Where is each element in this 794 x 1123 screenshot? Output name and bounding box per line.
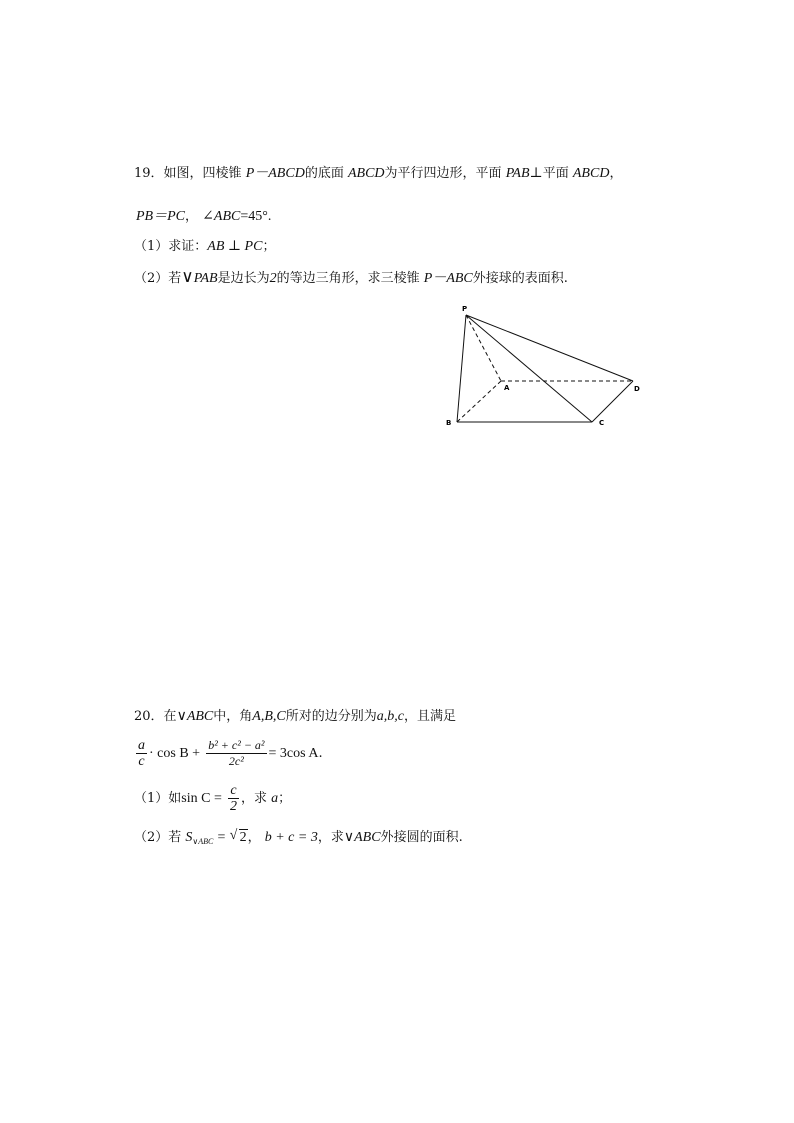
fraction-numerator: c <box>228 783 239 799</box>
q19-line-2 <box>136 207 271 227</box>
q20-math-3: a,b,c <box>376 709 404 724</box>
edge-CD <box>592 381 633 422</box>
edge-PC <box>466 315 592 422</box>
edge-PB <box>457 315 466 422</box>
q20-triangle-symbol: ∨ <box>176 709 187 724</box>
b-plus-c: b + c = 3 <box>264 830 318 845</box>
perp-symbol: ⊥ <box>529 166 543 181</box>
q19-angle: ∠ABC <box>202 209 241 224</box>
q20-math-2: A,B,C <box>252 709 286 724</box>
q19-part-1-math: AB ⊥ PC <box>207 239 263 254</box>
q19-text-4: 平面 <box>542 166 569 181</box>
q19-part-2-math-1: PAB <box>193 271 218 286</box>
q19-part-2-text-3: 外接球的表面积. <box>472 271 568 286</box>
q19-math-1: P－ABCD <box>245 166 305 181</box>
equation-end: . <box>318 746 323 761</box>
area-symbol: S <box>185 830 193 845</box>
q19-number: 19． <box>134 166 164 181</box>
q19-comma: ， <box>609 166 623 181</box>
q20-text-1: 在 <box>163 709 177 724</box>
edge-PA <box>466 315 501 381</box>
q19-line-2-comma: ， <box>185 209 199 224</box>
label-B: B <box>446 419 452 427</box>
q20-part-2-comma-2: ，求 <box>317 830 344 845</box>
q19-part-1-end: ； <box>262 239 276 254</box>
q19-text-1: 如图，四棱锥 <box>163 166 242 181</box>
q19-part-2-math-3: P－ABC <box>423 271 473 286</box>
q20-part-1-text: ，求 <box>241 791 268 806</box>
area-subscript: ∨ABC <box>192 837 214 846</box>
q19-math-2: ABCD <box>347 166 385 181</box>
fraction-a-over-c <box>136 738 147 769</box>
q20-text-3: 所对的边分别为 <box>285 709 377 724</box>
label-C: C <box>599 419 605 427</box>
q20-part-1 <box>134 782 291 816</box>
q20-math-1: ABC <box>186 709 214 724</box>
q20-part-1-var: a <box>271 791 279 806</box>
q19-math-4: ABCD <box>572 166 610 181</box>
q19-part-2-text-2: 的等边三角形，求三棱锥 <box>276 271 420 286</box>
q19-part-2-text-1: 是边长为 <box>217 271 270 286</box>
q19-condition-1: PB＝PC <box>136 209 185 224</box>
q20-text-2: 中，角 <box>213 709 253 724</box>
fraction-numerator: b² + c² − a² <box>208 738 265 752</box>
triangle-symbol: ∨ <box>181 267 194 286</box>
sqrt-2 <box>230 828 248 848</box>
q19-angle-value: =45°. <box>240 209 272 224</box>
q20-part-1-label: （1）如 <box>134 791 182 806</box>
q19-text-2: 的底面 <box>304 166 344 181</box>
equation-rhs: = 3cos A <box>268 746 319 761</box>
q19-part-1 <box>134 237 275 257</box>
label-D: D <box>634 385 640 393</box>
label-A: A <box>504 384 510 392</box>
fraction-denominator: 2c² <box>228 754 244 768</box>
fraction-denominator: c <box>138 754 145 769</box>
cos-b-term: · cos B + <box>149 746 201 761</box>
q20-part-2-comma-1: ， <box>247 830 261 845</box>
fraction-numerator: a <box>138 738 145 753</box>
q20-part-2-math: ABC <box>354 830 381 845</box>
q19-text-3: 为平行四边形，平面 <box>384 166 502 181</box>
q19-math-3: PAB <box>505 166 530 181</box>
q19-part-1-label: （1）求证： <box>134 239 208 254</box>
q20-part-2-end: 外接圆的面积. <box>380 830 463 845</box>
q20-part-2 <box>134 828 463 852</box>
q20-equation <box>134 737 323 771</box>
fraction-denominator: 2 <box>230 799 237 814</box>
q20-number: 20． <box>134 709 164 724</box>
fraction-c-over-2 <box>228 783 239 814</box>
radical-sign: √ <box>229 828 238 843</box>
sin-c: sin C = <box>181 791 222 806</box>
q19-part-2-label: （2）若 <box>134 271 182 286</box>
equals-sign: = <box>217 830 226 845</box>
pyramid-figure <box>440 300 650 435</box>
q19-part-2-math-2: 2 <box>269 271 277 286</box>
q20-part-2-triangle-symbol: ∨ <box>343 830 355 845</box>
fraction-cosine-law <box>206 738 266 769</box>
edge-PD <box>466 315 633 381</box>
q20-part-1-end: ； <box>278 791 292 806</box>
radicand: 2 <box>239 830 247 845</box>
q20-text-4: ，且满足 <box>403 709 456 724</box>
q19-part-2 <box>134 267 568 289</box>
label-P: P <box>462 305 468 313</box>
q19-line-1 <box>134 164 622 184</box>
edge-AB <box>457 381 501 422</box>
q20-line-1 <box>134 707 456 727</box>
q20-part-2-label: （2）若 <box>134 830 182 845</box>
